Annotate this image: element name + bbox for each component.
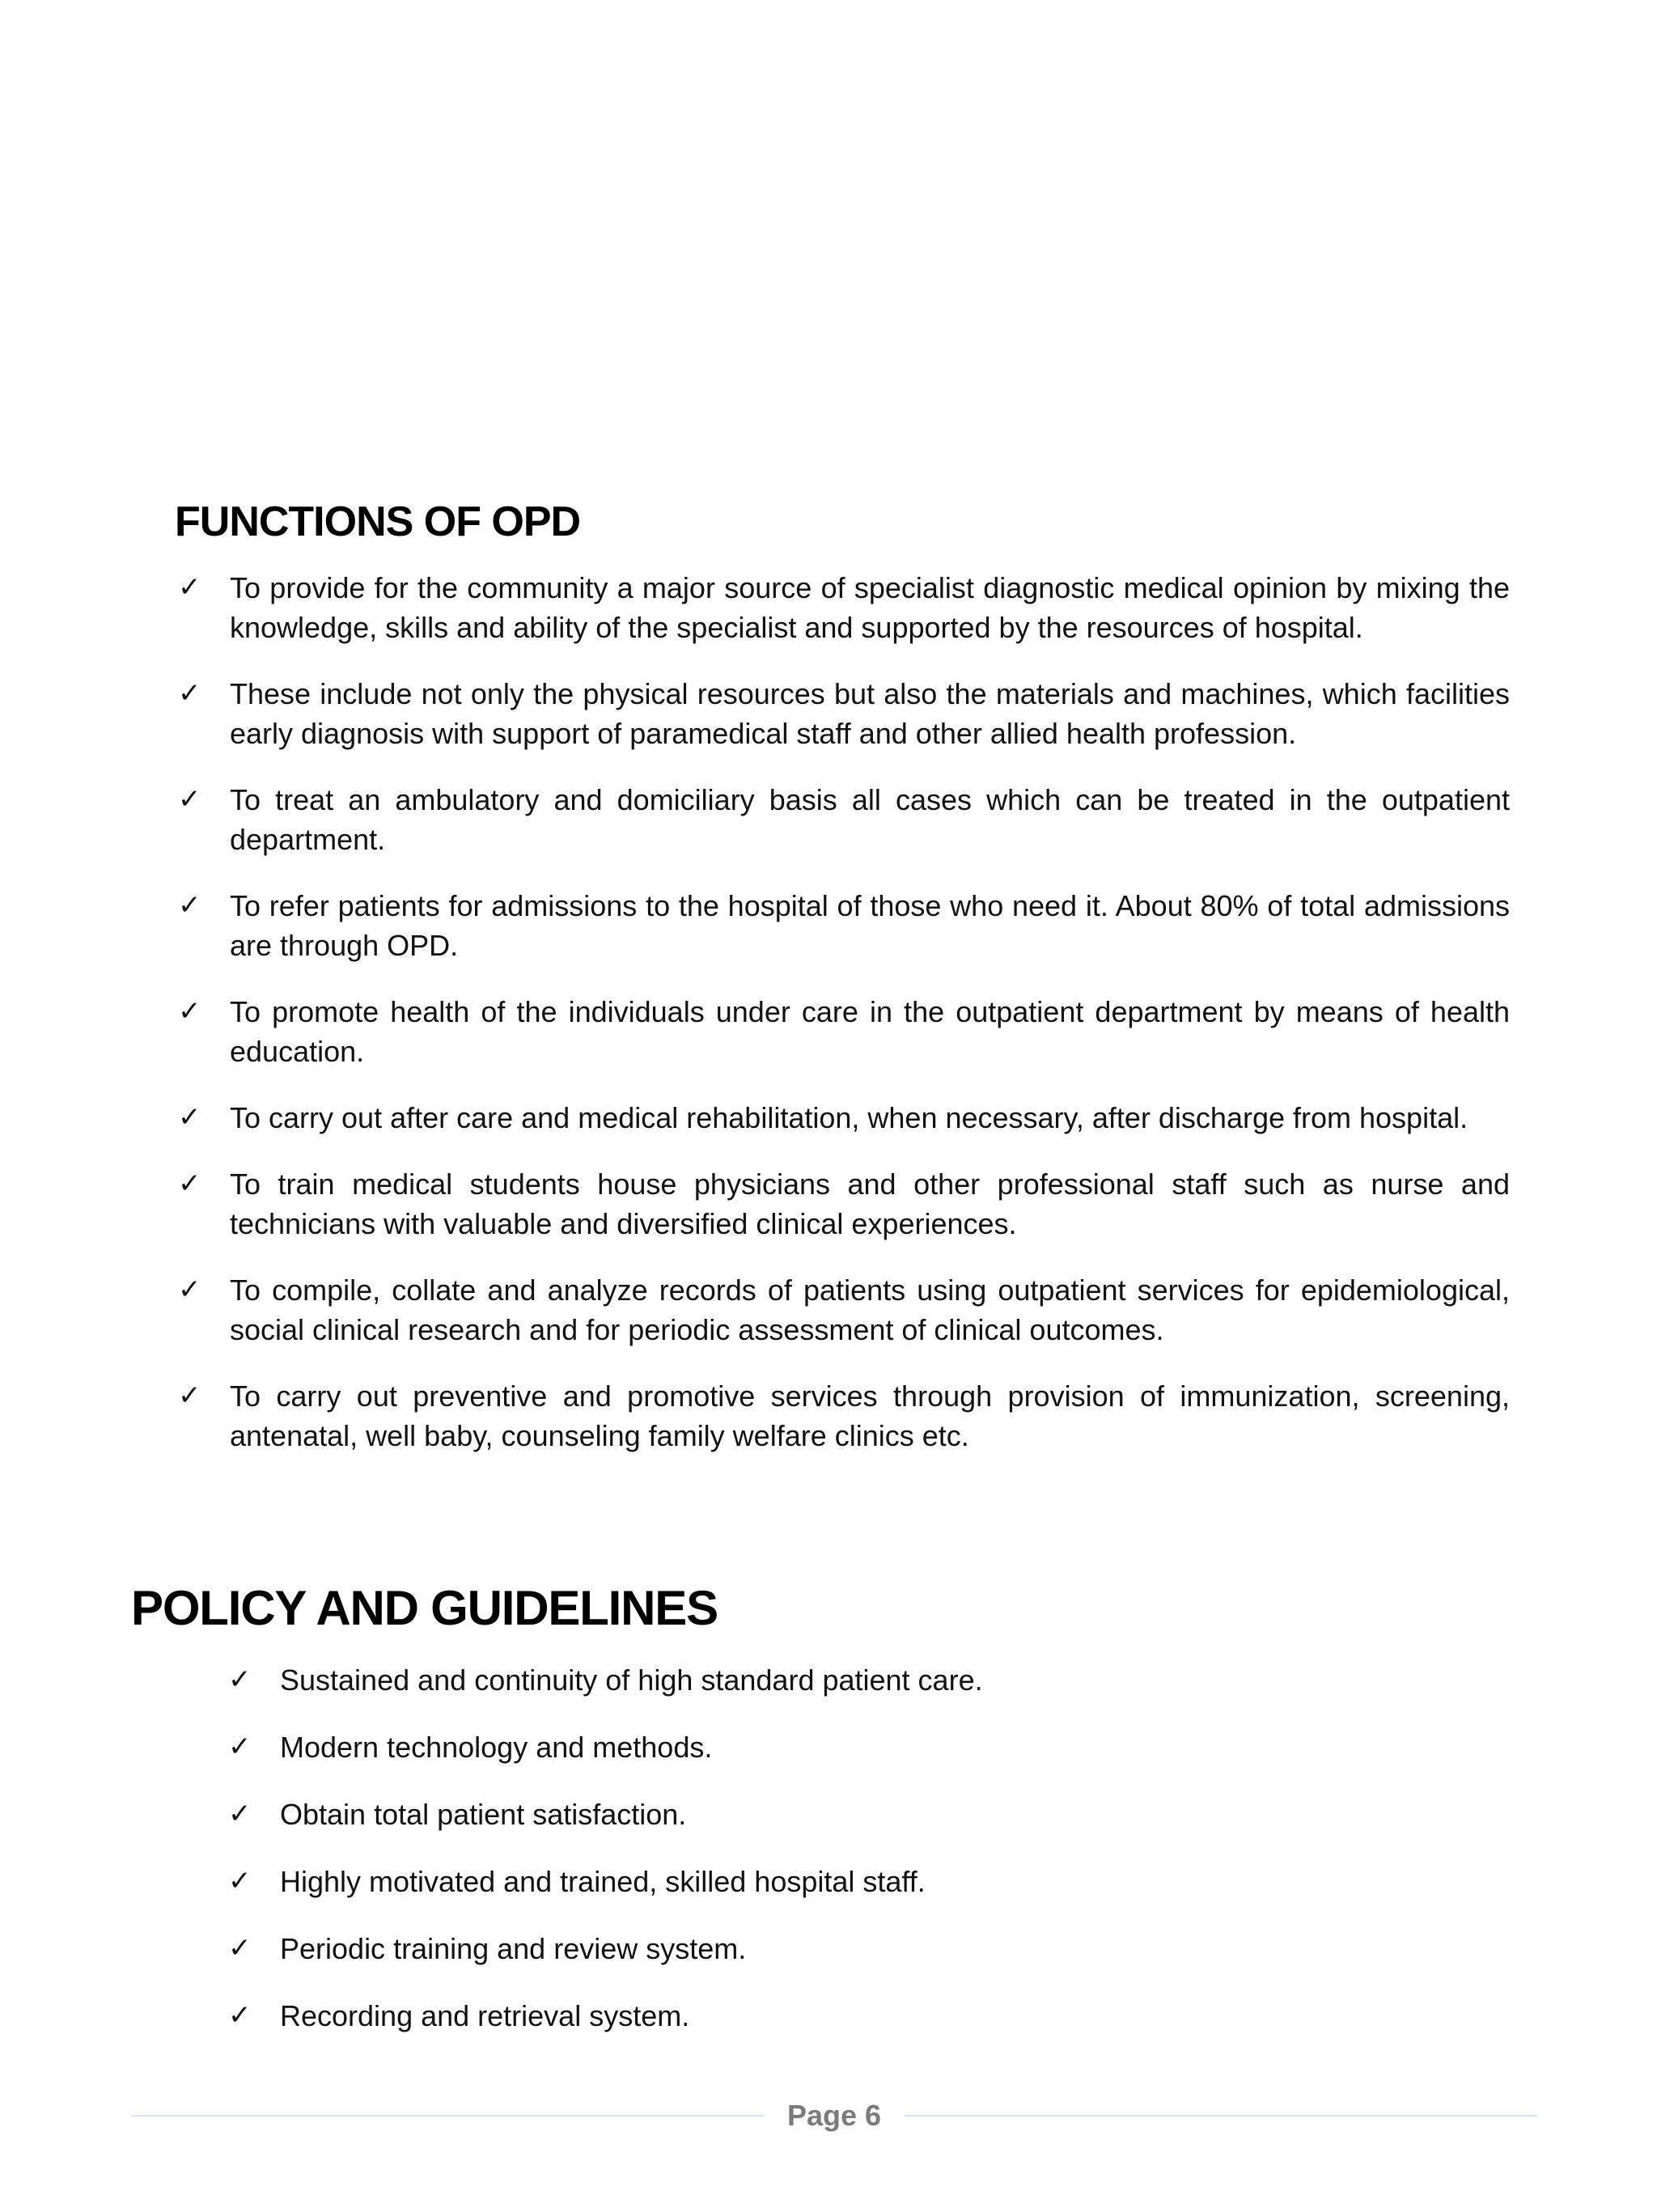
list-item — [225, 1660, 1523, 1700]
functions-list — [175, 568, 1510, 1456]
check-mark-icon: ✓ — [228, 1798, 252, 1830]
check-mark-icon: ✓ — [228, 1999, 252, 2032]
list-item — [175, 1098, 1510, 1138]
list-item-text: To provide for the community a major source of specialist diagnostic medical opinion by mixing the knowledge, skills and ability of the specialist and supported by the resources of hospital. — [230, 571, 1510, 644]
list-item-text: To carry out after care and medical rehabilitation, when necessary, after discharge from hospital. — [230, 1101, 1468, 1134]
functions-heading: FUNCTIONS OF OPD — [175, 498, 581, 545]
list-item — [175, 674, 1510, 753]
list-item-text: To carry out preventive and promotive services through provision of immunization, screening, antenatal, well baby, counseling family welfare clinics etc. — [230, 1379, 1510, 1452]
list-item — [175, 568, 1510, 647]
footer-divider-left — [131, 2115, 764, 2117]
list-item-text: Periodic training and review system. — [280, 1932, 747, 1965]
list-item-text: These include not only the physical resources but also the materials and machines, which facilities early diagnosis with support of paramedical staff and other allied health profession. — [230, 677, 1510, 750]
list-item — [175, 1164, 1510, 1244]
check-mark-icon: ✓ — [178, 677, 201, 710]
list-item-text: Recording and retrieval system. — [280, 1999, 690, 2032]
check-mark-icon: ✓ — [178, 1379, 201, 1412]
list-item-text: To refer patients for admissions to the hospital of those who need it. About 80% of total admissions are through OPD. — [230, 889, 1510, 962]
list-item — [225, 1727, 1523, 1767]
list-item — [175, 886, 1510, 965]
list-item — [175, 992, 1510, 1071]
list-item — [225, 1862, 1523, 1901]
check-mark-icon: ✓ — [178, 889, 201, 922]
policy-section — [131, 1576, 1523, 2063]
page-footer — [131, 2095, 1537, 2136]
check-mark-icon: ✓ — [228, 1731, 252, 1763]
check-mark-icon: ✓ — [178, 1273, 201, 1306]
policy-list — [131, 1660, 1523, 2036]
list-item-text: To train medical students house physicians and other professional staff such as nurse and technicians with valuable and diversified clinical experiences. — [230, 1167, 1510, 1240]
check-mark-icon: ✓ — [228, 1932, 252, 1964]
list-item — [175, 1270, 1510, 1350]
list-item-text: Highly motivated and trained, skilled hospital staff. — [280, 1865, 926, 1898]
check-mark-icon: ✓ — [178, 1167, 201, 1200]
footer-divider-right — [905, 2115, 1537, 2117]
list-item-text: To treat an ambulatory and domiciliary basis all cases which can be treated in the outpatient department. — [230, 783, 1510, 856]
policy-heading: POLICY AND GUIDELINES — [131, 1581, 718, 1635]
check-mark-icon: ✓ — [178, 1101, 201, 1134]
list-item-text: Obtain total patient satisfaction. — [280, 1798, 687, 1831]
list-item-text: To promote health of the individuals under care in the outpatient department by means of health education. — [230, 995, 1510, 1068]
list-item — [225, 1795, 1523, 1834]
list-item — [225, 1996, 1523, 2036]
list-item — [225, 1929, 1523, 1968]
list-item — [175, 1376, 1510, 1456]
list-item — [175, 780, 1510, 859]
check-mark-icon: ✓ — [178, 571, 201, 604]
check-mark-icon: ✓ — [228, 1663, 252, 1696]
page-number: Page 6 — [786, 2099, 882, 2132]
list-item-text: Modern technology and methods. — [280, 1731, 713, 1764]
check-mark-icon: ✓ — [178, 783, 201, 816]
list-item-text: Sustained and continuity of high standard patient care. — [280, 1663, 983, 1697]
list-item-text: To compile, collate and analyze records of patients using outpatient services for epidemiological, social clinical research and for periodic assessment of clinical outcomes. — [230, 1273, 1510, 1346]
check-mark-icon: ✓ — [228, 1865, 252, 1897]
check-mark-icon: ✓ — [178, 995, 201, 1028]
functions-section — [175, 494, 1510, 1482]
